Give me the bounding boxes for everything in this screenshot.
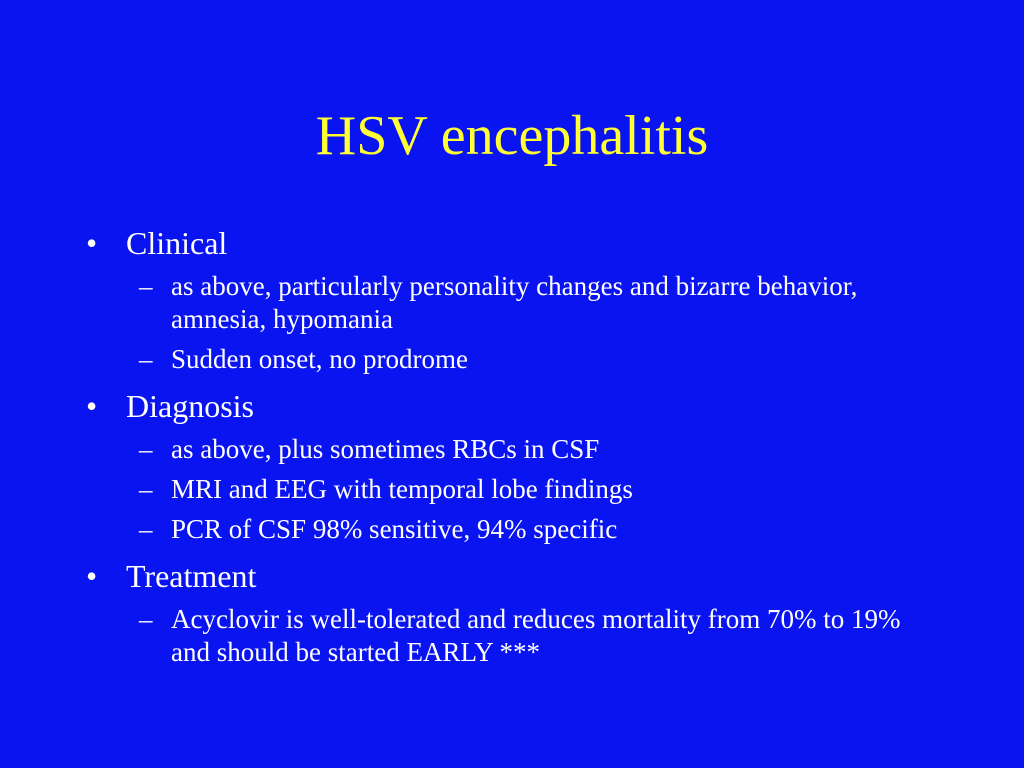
sub-bullet-text: Acyclovir is well-tolerated and reduces mortality from 70% to 19% and should be started EARLY *** — [171, 604, 901, 667]
bullet-diagnosis — [86, 386, 946, 426]
sub-bullet-text: PCR of CSF 98% sensitive, 94% specific — [171, 514, 618, 544]
bullet-treatment — [86, 556, 946, 596]
sub-bullet — [139, 473, 946, 506]
dash-icon: – — [139, 604, 153, 634]
bullet-heading-treatment: Treatment — [126, 558, 257, 594]
dash-icon: – — [139, 271, 153, 301]
sub-bullet — [139, 603, 946, 669]
sub-bullet-text: as above, particularly personality changes and bizarre behavior, amnesia, hypomania — [171, 271, 858, 334]
bullet-heading-clinical: Clinical — [126, 225, 228, 261]
dash-icon: – — [139, 474, 153, 504]
sub-bullet — [139, 433, 946, 466]
dash-icon: – — [139, 514, 153, 544]
dash-icon: – — [139, 434, 153, 464]
bullet-icon: • — [86, 558, 98, 594]
slide-body — [86, 223, 946, 669]
bullet-icon: • — [86, 388, 98, 424]
slide-title: HSV encephalitis — [315, 105, 709, 167]
sub-bullet — [139, 513, 946, 546]
dash-icon: – — [139, 344, 153, 374]
bullet-heading-diagnosis: Diagnosis — [126, 388, 254, 424]
sub-bullet-text: Sudden onset, no prodrome — [171, 344, 468, 374]
sub-bullet-text: MRI and EEG with temporal lobe findings — [171, 474, 633, 504]
sub-bullet-text: as above, plus sometimes RBCs in CSF — [171, 434, 600, 464]
bullet-clinical — [86, 223, 946, 263]
sub-bullet — [139, 343, 946, 376]
bullet-icon: • — [86, 225, 98, 261]
sub-bullet — [139, 270, 946, 336]
